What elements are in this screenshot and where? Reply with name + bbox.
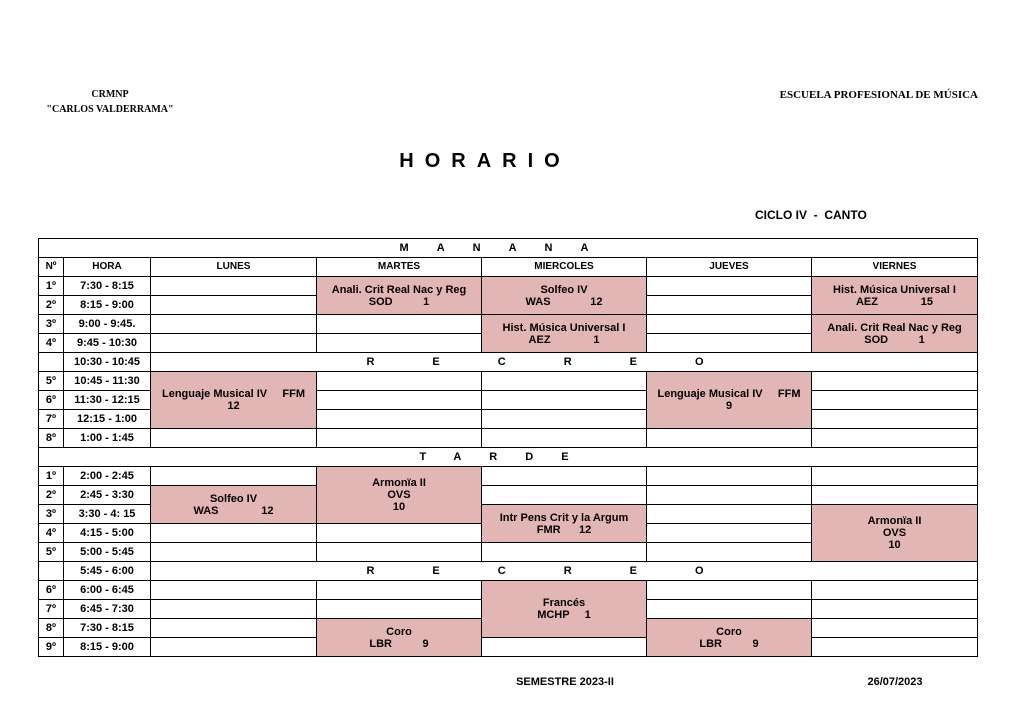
class-info: FMR 12 (536, 523, 592, 536)
cycle-label: CICLO IV - CANTO (755, 208, 867, 222)
class-cell (482, 315, 647, 353)
empty-cell (812, 391, 978, 410)
empty-cell (317, 372, 482, 391)
class-cell (647, 372, 812, 429)
period-number: 9º (39, 638, 64, 657)
empty-cell (647, 277, 812, 296)
empty-cell (151, 277, 317, 296)
empty-cell (482, 486, 647, 505)
class-info: SOD 1 (368, 295, 430, 308)
class-cell (151, 486, 317, 524)
empty-cell (151, 315, 317, 334)
table-row (39, 638, 978, 657)
class-cell (151, 372, 317, 429)
period-number: 1º (39, 277, 64, 296)
period-number: 7º (39, 410, 64, 429)
period-time: 3:30 - 4: 15 (64, 505, 151, 524)
empty-cell (647, 296, 812, 315)
col-header-miercoles: MIERCOLES (482, 258, 647, 277)
empty-cell (647, 334, 812, 353)
empty-cell (151, 429, 317, 448)
table-row (39, 277, 978, 296)
period-number (39, 353, 64, 372)
col-header-jueves: JUEVES (647, 258, 812, 277)
empty-cell (151, 619, 317, 638)
empty-cell (317, 524, 482, 543)
period-time: 8:15 - 9:00 (64, 296, 151, 315)
period-time: 7:30 - 8:15 (64, 619, 151, 638)
col-header-viernes: VIERNES (812, 258, 978, 277)
col-header-hora: HORA (64, 258, 151, 277)
table-row (39, 315, 978, 334)
period-number: 4º (39, 334, 64, 353)
period-time: 5:00 - 5:45 (64, 543, 151, 562)
class-cell (317, 277, 482, 315)
empty-cell (151, 600, 317, 619)
empty-cell (812, 467, 978, 486)
empty-cell (482, 372, 647, 391)
class-info: 10 (392, 501, 406, 513)
class-name: Anali. Crit Real Nac y Reg (827, 321, 962, 334)
class-info: LBR 9 (369, 637, 429, 650)
period-number: 5º (39, 543, 64, 562)
class-name: Hist. Música Universal I (833, 283, 956, 296)
school-name: ESCUELA PROFESIONAL DE MÚSICA (779, 89, 978, 101)
period-time: 5:45 - 6:00 (64, 562, 151, 581)
empty-cell (812, 581, 978, 600)
class-name: Anali. Crit Real Nac y Reg (331, 283, 467, 296)
class-info: LBR 9 (699, 637, 759, 650)
period-number (39, 562, 64, 581)
empty-cell (151, 581, 317, 600)
institution-acronym: CRMNP (91, 89, 129, 100)
schedule-table (38, 238, 978, 657)
class-name: Lenguaje Musical IV FFM (161, 388, 306, 400)
empty-cell (151, 543, 317, 562)
table-row (39, 467, 978, 486)
empty-cell (317, 581, 482, 600)
period-number: 3º (39, 315, 64, 334)
class-name: Armonïa II (372, 477, 426, 489)
class-name: Francés (542, 597, 586, 609)
empty-cell (812, 429, 978, 448)
empty-cell (647, 524, 812, 543)
class-cell (812, 277, 978, 315)
period-number: 6º (39, 391, 64, 410)
empty-cell (647, 581, 812, 600)
page-title: HORARIO (399, 150, 571, 172)
empty-cell (317, 391, 482, 410)
period-time: 10:30 - 10:45 (64, 353, 151, 372)
empty-cell (812, 619, 978, 638)
period-number: 4º (39, 524, 64, 543)
empty-cell (317, 543, 482, 562)
empty-cell (647, 467, 812, 486)
col-header-lunes: LUNES (151, 258, 317, 277)
empty-cell (647, 600, 812, 619)
period-number: 8º (39, 619, 64, 638)
class-name: Coro (716, 625, 742, 638)
recess-label: RECREO (151, 562, 978, 581)
empty-cell (317, 315, 482, 334)
period-time: 1:00 - 1:45 (64, 429, 151, 448)
empty-cell (317, 429, 482, 448)
empty-cell (317, 410, 482, 429)
recess-row (39, 562, 978, 581)
class-cell (812, 315, 978, 353)
empty-cell (482, 638, 647, 657)
empty-cell (812, 372, 978, 391)
class-info: WAS 12 (193, 504, 274, 517)
period-time: 2:45 - 3:30 (64, 486, 151, 505)
period-time: 6:00 - 6:45 (64, 581, 151, 600)
class-name: Intr Pens Crit y la Argum (499, 511, 629, 524)
period-time: 4:15 - 5:00 (64, 524, 151, 543)
period-number: 2º (39, 486, 64, 505)
class-name: Solfeo IV (209, 492, 258, 505)
empty-cell (482, 467, 647, 486)
period-time: 11:30 - 12:15 (64, 391, 151, 410)
period-time: 2:00 - 2:45 (64, 467, 151, 486)
empty-cell (482, 543, 647, 562)
col-header-num: Nº (39, 258, 64, 277)
col-header-martes: MARTES (317, 258, 482, 277)
class-info: OVS (882, 527, 907, 539)
table-row (39, 372, 978, 391)
empty-cell (151, 296, 317, 315)
class-name: Armonïa II (867, 515, 922, 527)
empty-cell (151, 334, 317, 353)
empty-cell (647, 505, 812, 524)
empty-cell (317, 600, 482, 619)
class-cell (647, 619, 812, 657)
empty-cell (812, 600, 978, 619)
empty-cell (482, 391, 647, 410)
class-info: AEZ 15 (855, 295, 934, 308)
table-row (39, 486, 978, 505)
period-number: 1º (39, 467, 64, 486)
class-cell (482, 581, 647, 638)
empty-cell (647, 429, 812, 448)
period-number: 3º (39, 505, 64, 524)
empty-cell (317, 334, 482, 353)
class-name: Lenguaje Musical IV FFM (657, 388, 801, 400)
institution-name: "CARLOS VALDERRAMA" (46, 104, 174, 115)
class-info: WAS 12 (525, 295, 603, 308)
empty-cell (647, 543, 812, 562)
period-time: 8:15 - 9:00 (64, 638, 151, 657)
empty-cell (812, 486, 978, 505)
class-cell (482, 505, 647, 543)
class-cell (317, 467, 482, 524)
class-info: OVS (387, 489, 411, 501)
class-info: 9 (725, 400, 733, 412)
class-name: Solfeo IV (540, 283, 588, 296)
class-info: AEZ 1 (528, 333, 600, 346)
column-header-row (39, 258, 978, 277)
table-row (39, 429, 978, 448)
date-label: 26/07/2023 (867, 676, 923, 688)
period-time: 9:00 - 9:45. (64, 315, 151, 334)
class-info: SOD 1 (864, 333, 925, 346)
table-row (39, 581, 978, 600)
empty-cell (812, 638, 978, 657)
period-time: 10:45 - 11:30 (64, 372, 151, 391)
period-time: 6:45 - 7:30 (64, 600, 151, 619)
class-cell (482, 277, 647, 315)
class-info: 10 (888, 539, 901, 551)
class-name: Coro (386, 625, 412, 638)
section-afternoon-title: TARDE (39, 448, 978, 467)
empty-cell (812, 410, 978, 429)
class-info: MCHP 1 (537, 609, 591, 621)
class-cell (812, 505, 978, 562)
period-number: 7º (39, 600, 64, 619)
recess-row (39, 353, 978, 372)
class-info: 12 (227, 400, 240, 412)
empty-cell (647, 486, 812, 505)
recess-label: RECREO (151, 353, 978, 372)
period-number: 2º (39, 296, 64, 315)
empty-cell (482, 429, 647, 448)
semester-label: SEMESTRE 2023-II (516, 676, 614, 688)
empty-cell (482, 410, 647, 429)
section-morning-title: MANANA (39, 239, 978, 258)
period-time: 7:30 - 8:15 (64, 277, 151, 296)
class-name: Hist. Música Universal I (502, 321, 626, 334)
empty-cell (151, 638, 317, 657)
period-time: 9:45 - 10:30 (64, 334, 151, 353)
empty-cell (151, 467, 317, 486)
period-number: 8º (39, 429, 64, 448)
empty-cell (647, 315, 812, 334)
period-number: 5º (39, 372, 64, 391)
empty-cell (151, 524, 317, 543)
period-time: 12:15 - 1:00 (64, 410, 151, 429)
period-number: 6º (39, 581, 64, 600)
class-cell (317, 619, 482, 657)
